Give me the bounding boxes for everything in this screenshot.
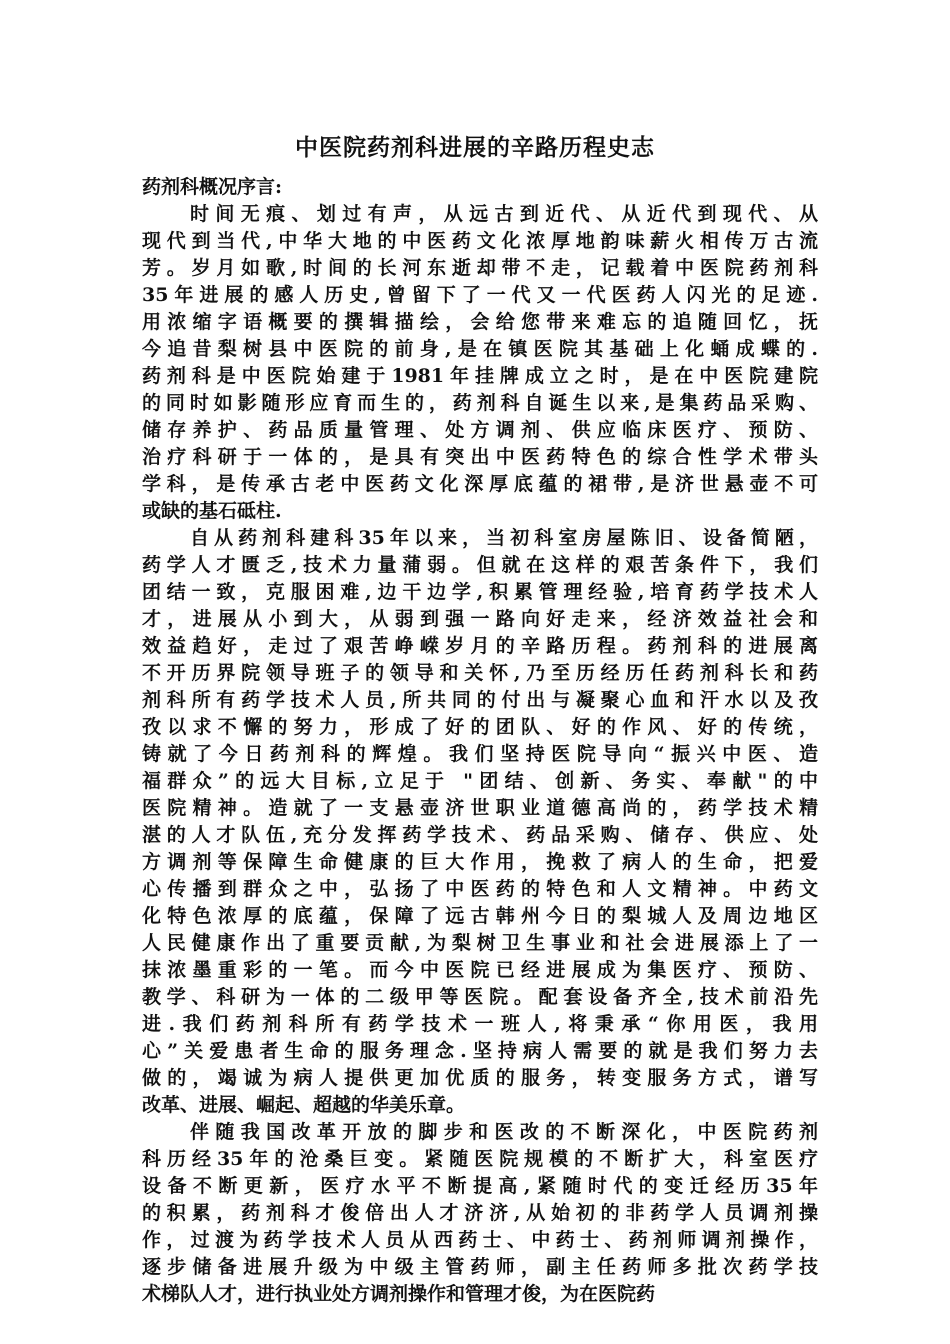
document-title: 中医院药剂科进展的辛路历程史志 [295,134,655,161]
paragraph-line: 的同时如影随形应育而生的，药剂科自诞生以来,是集药品采购、 [142,392,818,414]
paragraph-line: 术梯队人才，进行执业处方调剂操作和管理才俊，为在医院药 [142,1283,656,1305]
paragraph [142,1119,818,1308]
paragraph-line: 的积累，药剂科才俊倍出人才济济,从始初的非药学人员调剂操 [142,1202,818,1224]
paragraph-line: 或缺的基石砥柱. [142,500,282,522]
section-heading: 药剂科概况序言: [142,176,283,198]
paragraph-line: 湛的人才队伍,充分发挥药学技术、药品采购、储存、供应、处 [142,824,818,846]
paragraph-line: 时间无痕、划过有声，从远古到近代、从近代到现代、从 [190,203,818,225]
paragraph-line: 治疗科研于一体的，是具有突出中医药特色的综合性学术带头 [142,446,818,468]
paragraph-line: 效益趋好，走过了艰苦峥嵘岁月的辛路历程。药剂科的进展离 [142,635,818,657]
paragraph-line: 不开历界院领导班子的领导和关怀,乃至历经历任药剂科长和药 [142,662,818,684]
paragraph-line: 进.我们药剂科所有药学技术一班人,将秉承“你用医，我用 [142,1013,818,1035]
paragraph-line: 心”关爱患者生命的服务理念.坚持病人需要的就是我们努力去 [142,1040,818,1062]
paragraph-line: 改革、进展、崛起、超越的华美乐章。 [142,1094,466,1116]
paragraph-line: 铸就了今日药剂科的辉煌。我们坚持医院导向“振兴中医、造 [142,743,818,765]
paragraph-line: 作，过渡为药学技术人员从西药士、中药士、药剂师调剂操作， [142,1229,818,1251]
paragraph-line: 剂科所有药学技术人员,所共同的付出与凝聚心血和汗水以及孜 [142,689,818,711]
paragraph-line: 逐步储备进展升级为中级主管药师，副主任药师多批次药学技 [142,1256,818,1278]
paragraph-line: 团结一致，克服困难,边干边学,积累管理经验,培育药学技术人 [142,581,818,603]
paragraph [142,201,818,525]
paragraph-line: 储存养护、药品质量管理、处方调剂、供应临床医疗、预防、 [142,419,818,441]
paragraph-line: 人民健康作出了重要贡献,为梨树卫生事业和社会进展添上了一 [142,932,818,954]
paragraph-line: 心传播到群众之中，弘扬了中医药的特色和人文精神。中药文 [142,878,818,900]
document-body [142,174,818,1308]
paragraph-line: 伴随我国改革开放的脚步和医改的不断深化，中医院药剂 [190,1121,818,1143]
paragraph-line: 自从药剂科建科35年以来，当初科室房屋陈旧、设备简陋， [190,527,818,549]
paragraph-line: 用浓缩字语概要的撰辑描绘，会给您带来难忘的追随回忆，抚 [142,311,818,333]
paragraph-line: 化特色浓厚的底蕴，保障了远古韩州今日的梨城人及周边地区 [142,905,818,927]
paragraph-line: 做的，竭诚为病人提供更加优质的服务，转变服务方式，谱写 [142,1067,818,1089]
paragraph [142,525,818,1119]
paragraph-line: 才，进展从小到大，从弱到强一路向好走来，经济效益社会和 [142,608,818,630]
paragraph-line: 医院精神。造就了一支悬壶济世职业道德高尚的，药学技术精 [142,797,818,819]
paragraph-line: 今追昔梨树县中医院的前身,是在镇医院其基础上化蛹成蝶的. [142,338,818,360]
paragraph-line: 学科，是传承古老中医药文化深厚底蕴的裙带,是济世悬壶不可 [142,473,818,495]
paragraph-line: 教学、科研为一体的二级甲等医院。配套设备齐全,技术前沿先 [142,986,818,1008]
paragraph-line: 药剂科是中医院始建于1981年挂牌成立之时，是在中医院建院 [142,365,818,387]
paragraph-line: 福群众”的远大目标,立足于 "团结、创新、务实、奉献"的中 [142,770,818,792]
paragraph-line: 设备不断更新，医疗水平不断提高,紧随时代的变迁经历35年 [142,1175,818,1197]
paragraph-line: 现代到当代,中华大地的中医药文化浓厚地韵味薪火相传万古流 [142,230,818,252]
paragraph-line: 科历经35年的沧桑巨变。紧随医院规模的不断扩大，科室医疗 [142,1148,818,1170]
paragraph-line: 芳。岁月如歌,时间的长河东逝却带不走，记载着中医院药剂科 [142,257,818,279]
paragraph-line: 抹浓墨重彩的一笔。而今中医院已经进展成为集医疗、预防、 [142,959,818,981]
paragraph-line: 孜以求不懈的努力，形成了好的团队、好的作风、好的传统， [142,716,818,738]
paragraph-line: 35年进展的感人历史,曾留下了一代又一代医药人闪光的足迹. [142,284,818,306]
paragraph-line: 药学人才匮乏,技术力量蒲弱。但就在这样的艰苦条件下，我们 [142,554,818,576]
paragraph-line: 方调剂等保障生命健康的巨大作用，挽救了病人的生命，把爱 [142,851,818,873]
